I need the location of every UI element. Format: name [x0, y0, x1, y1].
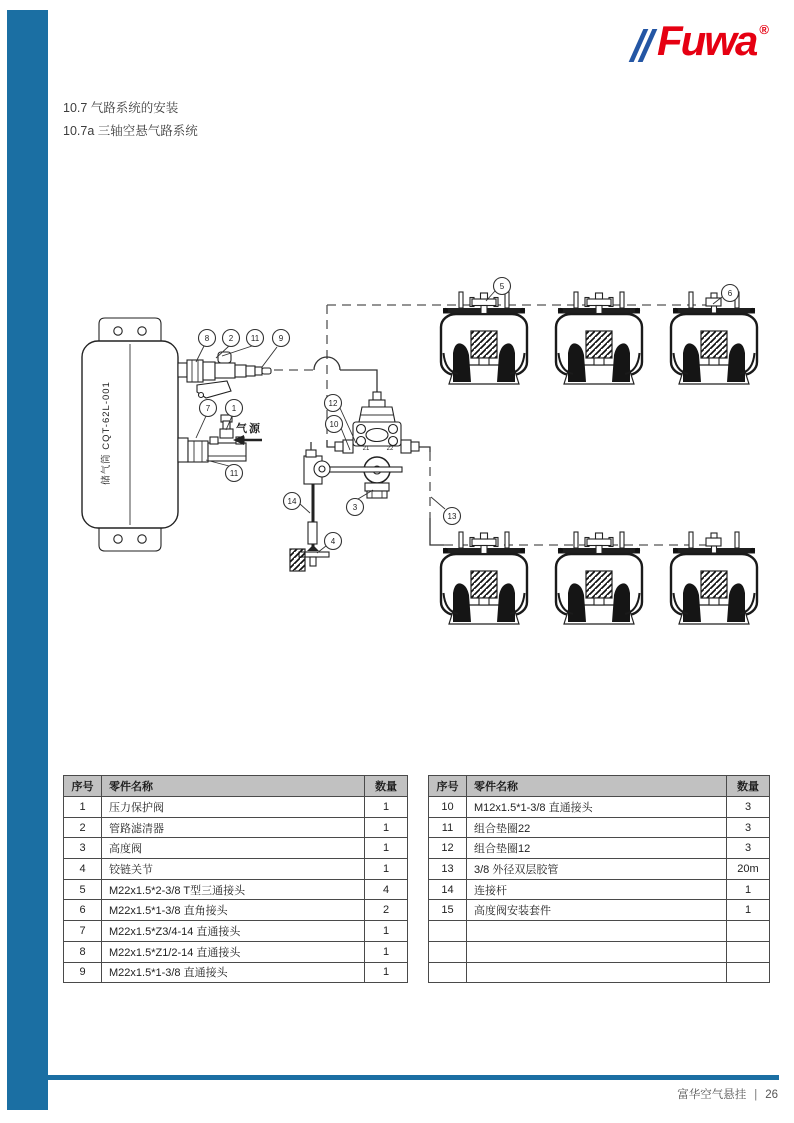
- cell-index: 4: [64, 859, 102, 880]
- table-row: [64, 921, 408, 942]
- callout-11b: [226, 465, 243, 482]
- cell-part-name: [467, 941, 727, 962]
- cell-qty: 2: [365, 900, 408, 921]
- cell-index: 6: [64, 900, 102, 921]
- svg-text:3: 3: [352, 503, 358, 512]
- registered-mark: ®: [759, 22, 769, 37]
- svg-text:1: 1: [231, 404, 237, 413]
- svg-text:12: 12: [328, 399, 338, 408]
- table-row: [64, 879, 408, 900]
- cell-qty: 1: [727, 879, 770, 900]
- cell-part-name: M22x1.5*1-3/8 直角接头: [102, 900, 365, 921]
- cell-qty: 3: [727, 838, 770, 859]
- callout-9: [273, 330, 290, 347]
- cell-index: 7: [64, 921, 102, 942]
- cell-index: [429, 921, 467, 942]
- cell-part-name: M22x1.5*Z1/2-14 直通接头: [102, 941, 365, 962]
- svg-text:5: 5: [499, 282, 505, 291]
- callout-13: [444, 508, 461, 525]
- cell-index: 2: [64, 817, 102, 838]
- cell-part-name: 组合垫圈12: [467, 838, 727, 859]
- table-row: [429, 797, 770, 818]
- svg-text:8: 8: [204, 334, 210, 343]
- svg-text:6: 6: [727, 289, 733, 298]
- cell-index: 3: [64, 838, 102, 859]
- table-row: [429, 921, 770, 942]
- table-row: [64, 838, 408, 859]
- table-row: [429, 817, 770, 838]
- cell-index: 15: [429, 900, 467, 921]
- parts-table-left: [63, 775, 408, 983]
- cell-part-name: 压力保护阀: [102, 797, 365, 818]
- table-row: [429, 941, 770, 962]
- footer: [677, 1086, 778, 1102]
- footer-brand: 富华空气悬挂: [677, 1089, 747, 1101]
- tank-outlet-fitting: [187, 352, 271, 398]
- cell-part-name: [467, 962, 727, 983]
- callout-1: [226, 400, 243, 417]
- svg-text:13: 13: [447, 512, 457, 521]
- column-header: 数量: [727, 776, 770, 797]
- cell-qty: 3: [727, 797, 770, 818]
- column-header: 数量: [365, 776, 408, 797]
- cell-qty: [727, 941, 770, 962]
- air-source-label: 气源: [236, 423, 262, 435]
- page-number: 26: [765, 1089, 778, 1101]
- cell-qty: 3: [727, 817, 770, 838]
- cell-qty: 1: [365, 921, 408, 942]
- callout-11: [247, 330, 264, 347]
- cell-qty: 1: [365, 817, 408, 838]
- cell-qty: 1: [365, 941, 408, 962]
- callout-5: [494, 278, 511, 295]
- column-header: 序号: [429, 776, 467, 797]
- logo-text: Fuwa: [657, 17, 757, 64]
- callout-2: [223, 330, 240, 347]
- table-row: [64, 817, 408, 838]
- header-row: [429, 776, 770, 797]
- table-row: [64, 797, 408, 818]
- parts-table-right: [428, 775, 770, 983]
- air-tank: [82, 318, 188, 551]
- table-row: [64, 962, 408, 983]
- cell-index: 8: [64, 941, 102, 962]
- cell-qty: 1: [365, 962, 408, 983]
- cell-index: 10: [429, 797, 467, 818]
- table-row: [429, 879, 770, 900]
- cell-qty: 1: [365, 859, 408, 880]
- table-row: [64, 941, 408, 962]
- tank-label: 储气筒 CQT-62L-001: [101, 381, 112, 485]
- svg-text:9: 9: [278, 334, 284, 343]
- subsection-heading: 10.7a 三轴空悬气路系统: [63, 124, 198, 138]
- column-header: 零件名称: [102, 776, 365, 797]
- cell-index: 11: [429, 817, 467, 838]
- cell-part-name: 连接杆: [467, 879, 727, 900]
- cell-index: 9: [64, 962, 102, 983]
- table-row: [429, 962, 770, 983]
- cell-index: 1: [64, 797, 102, 818]
- section-heading: 10.7 气路系统的安装: [63, 101, 179, 115]
- table-row: [64, 900, 408, 921]
- valve-port-22-label: 22: [386, 446, 394, 452]
- svg-text:2: 2: [228, 334, 234, 343]
- cell-part-name: M22x1.5*1-3/8 直通接头: [102, 962, 365, 983]
- callout-6: [722, 285, 739, 302]
- cell-index: [429, 962, 467, 983]
- table-row: [64, 859, 408, 880]
- cell-qty: [727, 962, 770, 983]
- callout-14: [284, 493, 301, 510]
- cell-index: 13: [429, 859, 467, 880]
- footer-rule: [48, 1075, 779, 1080]
- cell-index: 12: [429, 838, 467, 859]
- cell-qty: [727, 921, 770, 942]
- cell-part-name: 管路滤清器: [102, 817, 365, 838]
- cell-part-name: 3/8 外径双层胶管: [467, 859, 727, 880]
- callout-10: [326, 416, 343, 433]
- table-row: [429, 859, 770, 880]
- cell-part-name: M12x1.5*1-3/8 直通接头: [467, 797, 727, 818]
- svg-text:14: 14: [287, 497, 297, 506]
- table-row: [429, 838, 770, 859]
- svg-text:11: 11: [250, 334, 260, 343]
- cell-index: [429, 941, 467, 962]
- callout-3: [347, 499, 364, 516]
- column-header: 序号: [64, 776, 102, 797]
- callout-8: [199, 330, 216, 347]
- cell-part-name: 高度阀: [102, 838, 365, 859]
- header-row: [64, 776, 408, 797]
- cell-qty: 4: [365, 879, 408, 900]
- cell-part-name: M22x1.5*Z3/4-14 直通接头: [102, 921, 365, 942]
- svg-text:11: 11: [229, 469, 239, 478]
- callout-12: [325, 395, 342, 412]
- svg-text:4: 4: [330, 537, 336, 546]
- cell-index: 14: [429, 879, 467, 900]
- svg-text:7: 7: [205, 404, 211, 413]
- svg-text:10: 10: [329, 420, 339, 429]
- cell-index: 5: [64, 879, 102, 900]
- valve-port-21-label: 21: [362, 446, 370, 452]
- cell-part-name: 高度阀安装套件: [467, 900, 727, 921]
- mounting-plate: [290, 549, 305, 571]
- cell-part-name: 组合垫圈22: [467, 817, 727, 838]
- table-row: [429, 900, 770, 921]
- cell-part-name: M22x1.5*2-3/8 T型三通接头: [102, 879, 365, 900]
- cell-qty: 1: [365, 797, 408, 818]
- cell-part-name: [467, 921, 727, 942]
- column-header: 零件名称: [467, 776, 727, 797]
- cell-qty: 1: [727, 900, 770, 921]
- callout-4: [325, 533, 342, 550]
- callout-7: [200, 400, 217, 417]
- cell-qty: 1: [365, 838, 408, 859]
- footer-separator: |: [754, 1089, 758, 1101]
- air-source-indicator: [233, 421, 262, 445]
- cell-part-name: 铰链关节: [102, 859, 365, 880]
- cell-qty: 20m: [727, 859, 770, 880]
